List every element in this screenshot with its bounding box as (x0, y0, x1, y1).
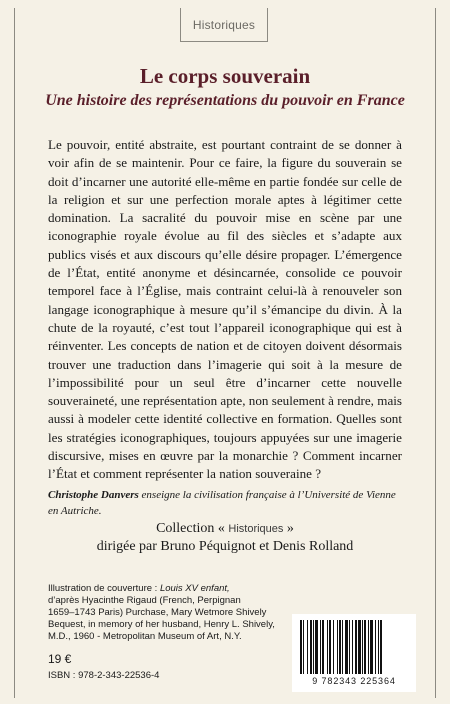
barcode-bar (307, 620, 308, 674)
credits-line-4: Bequest, in memory of her husband, Henry L. Shively, (48, 619, 275, 630)
back-cover-blurb: Le pouvoir, entité abstraite, est pourtant contraint de se donner à voir afin de se maintenir. Pour ce faire, la figure du souverain se doit d’incarner une autorité elle-même en partie fondée sur celle de la religion et sur une perfection morale aptes à légitimer cette domination. La sacralité du pouvoir mise en scène par une iconographie royale évolue au fil des siècles et s’adapte aux publics visés et aux discours qu’elle désire propager. L’émergence de l’État, entité anonyme et désincarnée, consolide ce pouvoir temporel face à l’Église, mais contraint celui-là à renouveler son langage iconographique à mesure qu’il s’émancipe du divin. À la chute de la royauté, c’est tout l’appareil iconographique qui est à réinventer. Les concepts de nation et de citoyen doivent désormais trouver une traduction dans l’imagerie qui soit à la mesure de l’impossibilité pour un seul être d’incarner cette nouvelle souveraineté, une représentation apte, non seulement à rendre, mais aussi à modeler cette identité collective en formation. Quelles sont les stratégies iconographiques, toujours appuyées sur une imagerie discursive, mises en œuvre par la monarchie ? Comment incarner l’État et comment représenter la nation souveraine ? (48, 137, 402, 482)
barcode-bar (322, 620, 324, 674)
collection-info (0, 520, 450, 556)
series-label: Historiques (192, 17, 256, 32)
barcode-bar (315, 620, 318, 674)
barcode-bar (378, 620, 379, 674)
barcode-bar (300, 620, 302, 674)
barcode-bar (352, 620, 353, 674)
isbn: ISBN : 978-2-343-22536-4 (48, 670, 160, 681)
series-badge (180, 8, 268, 42)
barcode-digits: 9 782343 225364 (312, 676, 396, 686)
credits-line-3: 1659–1743 Paris) Purchase, Mary Wetmore Shively (48, 607, 267, 618)
barcode-bar (339, 620, 341, 674)
barcode-bar (362, 620, 363, 674)
credits-work: Louis XV enfant, (159, 583, 230, 594)
illustration-credits (48, 583, 298, 643)
barcode-bar (345, 620, 348, 674)
price: 19 € (48, 652, 72, 666)
author-name: Christophe Danvers (48, 489, 139, 501)
barcode-bar (342, 620, 343, 674)
barcode-bar (320, 620, 321, 674)
barcode-bar (368, 620, 369, 674)
book-subtitle: Une histoire des représentations du pouvoir en France (45, 92, 405, 109)
credits-line-2: d’après Hyacinthe Rigaud (French, Perpignan (48, 595, 241, 606)
author-bio: enseigne la civilisation française à l’Université de Vienne en Autriche. (48, 489, 396, 517)
barcode-bar (310, 620, 312, 674)
barcode-bar (349, 620, 350, 674)
barcode-bars (298, 620, 410, 676)
barcode-bar (358, 620, 361, 674)
collection-suffix: » (283, 521, 294, 536)
barcode-bar (370, 620, 373, 674)
credits-label: Illustration de couverture : (48, 583, 160, 594)
barcode-bar (337, 620, 338, 674)
barcode-bar (327, 620, 328, 674)
collection-prefix: Collection « (156, 521, 229, 536)
barcode-bar (313, 620, 314, 674)
credits-line-5: M.D., 1960 - Metropolitan Museum of Art, N.Y. (48, 631, 242, 642)
credits-line-1 (48, 583, 298, 595)
barcode-bar (329, 620, 331, 674)
barcode-bar (355, 620, 357, 674)
collection-name: Historiques (228, 523, 284, 535)
author-note (48, 487, 402, 519)
barcode-bar (333, 620, 334, 674)
barcode-bar (380, 620, 382, 674)
collection-editors: dirigée par Bruno Péquignot et Denis Rolland (96, 539, 354, 554)
barcode-bar (303, 620, 304, 674)
book-title: Le corps souverain (139, 64, 311, 88)
barcode-bar (375, 620, 376, 674)
barcode (292, 614, 416, 692)
barcode-bar (364, 620, 366, 674)
collection-line (0, 520, 450, 538)
